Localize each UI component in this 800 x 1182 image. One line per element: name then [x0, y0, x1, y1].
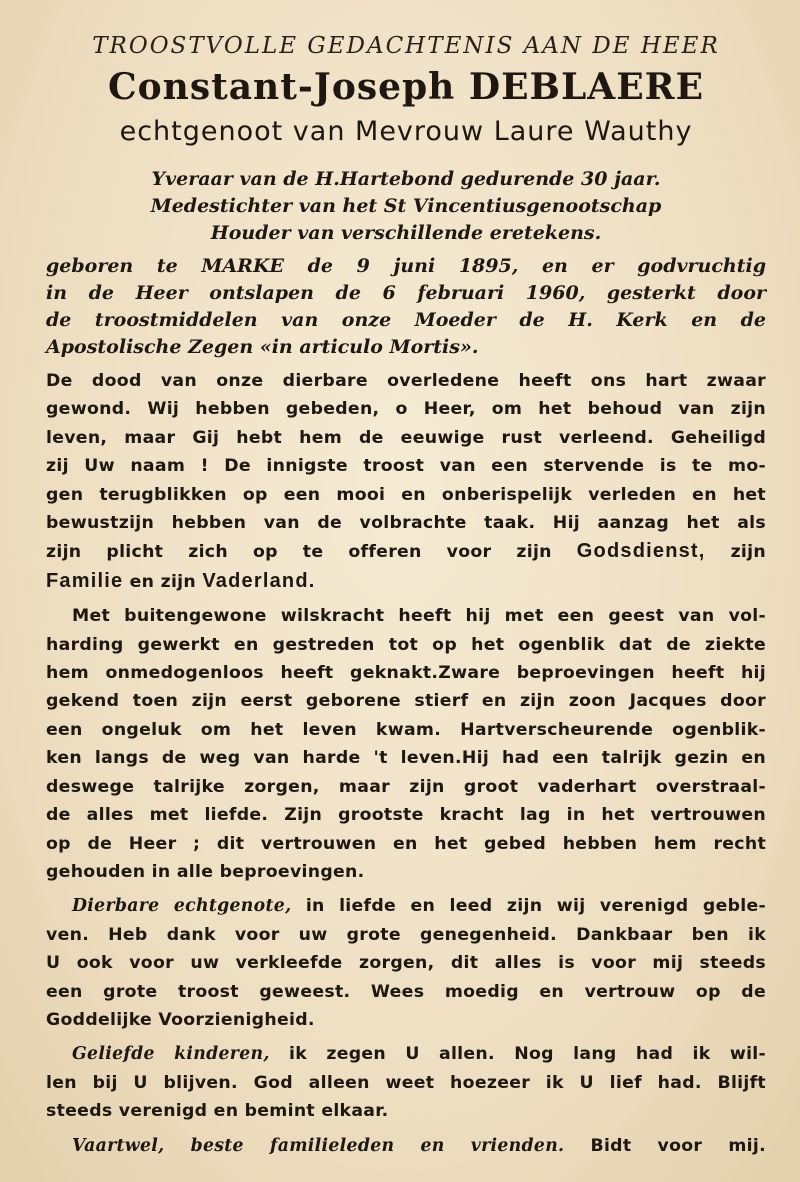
deceased-name: Constant-Joseph DEBLAERE — [107, 66, 705, 108]
paragraph-children — [46, 1040, 766, 1125]
honors-block — [46, 166, 766, 247]
paragraph-farewell-intro — [46, 367, 766, 596]
text-line: bewustzijn hebben van de volbrachte taak. Hij aanzag het als — [46, 513, 766, 534]
text-line: De dood van onze dierbare overledene heeft ons hart zwaar — [46, 371, 766, 391]
text-line: hem onmedogenloos heeft geknakt.Zware beproevingen heeft hij — [46, 663, 766, 684]
text-fragment: en zijn — [129, 571, 197, 592]
address-spouse: Dierbare echtgenote, — [72, 896, 292, 917]
text-line: de alles met liefde. Zijn grootste kracht lag in het vertrouwen — [46, 805, 766, 826]
paragraph-spouse — [46, 892, 766, 1034]
text-line: een ongeluk om het leven kwam. Hartverscheurende ogenblik- — [46, 719, 766, 740]
address-family: Vaartwel, beste familieleden en vrienden. — [72, 1135, 565, 1156]
emphasis-familie: Familie — [46, 569, 124, 592]
emphasis-godsdienst: Godsdienst, — [576, 540, 706, 563]
memorial-title: TROOSTVOLLE GEDACHTENIS AAN DE HEER — [92, 33, 720, 59]
text-line: U ook voor uw verkleefde zorgen, dit alles is voor mij steeds — [46, 953, 766, 974]
text-line: gekend toen zijn eerst geborene stierf en zijn zoon Jacques door — [46, 691, 766, 712]
text-line — [46, 537, 766, 566]
text-fragment: ik zegen U allen. Nog lang had ik wil- — [289, 1044, 767, 1065]
text-fragment: zijn — [730, 542, 766, 563]
text-line — [46, 567, 766, 596]
paragraph-goodbye — [46, 1132, 766, 1160]
biography-block — [46, 253, 766, 361]
bio-line: Apostolische Zegen «in articulo Mortis». — [46, 336, 479, 358]
honor-line: Yveraar van de H.Hartebond gedurende 30 jaar. — [151, 168, 661, 190]
text-line: ken langs de weg van harde 't leven.Hij had een talrijk gezin en — [46, 748, 766, 769]
text-line: gewond. Wij hebben gebeden, o Heer, om het behoud van zijn — [46, 399, 766, 420]
text-line: steeds verenigd en bemint elkaar. — [46, 1101, 389, 1122]
memorial-text — [46, 367, 766, 1160]
paragraph-life — [46, 602, 766, 886]
text-line: Goddelijke Voorzienigheid. — [46, 1009, 315, 1030]
text-line: een grote troost geweest. Wees moedig en vertrouw op de — [46, 981, 766, 1002]
text-line: gen terugblikken op een mooi en onberispelijk verleden en het — [46, 484, 766, 505]
text-line: deswege talrijke zorgen, maar zijn groot vaderhart overstraal- — [46, 776, 766, 797]
text-line: ven. Heb dank voor uw grote genegenheid. Dankbaar ben ik — [46, 924, 766, 945]
text-line: harding gewerkt en gestreden tot op het ogenblik dat de ziekte — [46, 634, 766, 655]
spouse-line: echtgenoot van Mevrouw Laure Wauthy — [119, 116, 693, 147]
text-line: Met buitengewone wilskracht heeft hij met een geest van vol- — [72, 606, 766, 627]
text-fragment: in liefde en leed zijn wij verenigd geble- — [305, 896, 766, 917]
honor-line: Houder van verschillende eretekens. — [210, 222, 602, 244]
text-line — [46, 892, 766, 920]
text-line: op de Heer ; dit vertrouwen en het gebed hebben hem recht — [46, 833, 766, 854]
text-line: len bij U blijven. God alleen weet hoezeer ik U lief had. Blijft — [46, 1072, 766, 1093]
text-line: gehouden in alle beproevingen. — [46, 861, 365, 882]
text-line — [46, 1040, 766, 1068]
text-fragment: Bidt voor mij. — [590, 1135, 766, 1156]
honor-line: Medestichter van het St Vincentiusgenootschap — [150, 195, 662, 217]
text-fragment: zijn plicht zich op te offeren voor zijn — [46, 542, 552, 563]
emphasis-vaderland: Vaderland. — [202, 569, 316, 592]
bio-line: in de Heer ontslapen de 6 februari 1960, gesterkt door — [46, 282, 766, 304]
text-line: zij Uw naam ! De innigste troost van een stervende is te mo- — [46, 456, 766, 477]
bio-line: geboren te MARKE de 9 juni 1895, en er godvruchtig — [46, 255, 766, 277]
address-children: Geliefde kinderen, — [72, 1044, 270, 1065]
text-line — [46, 1132, 766, 1160]
bio-line: de troostmiddelen van onze Moeder de H. Kerk en de — [46, 309, 766, 331]
text-line: leven, maar Gij hebt hem de eeuwige rust verleend. Geheiligd — [46, 427, 766, 448]
